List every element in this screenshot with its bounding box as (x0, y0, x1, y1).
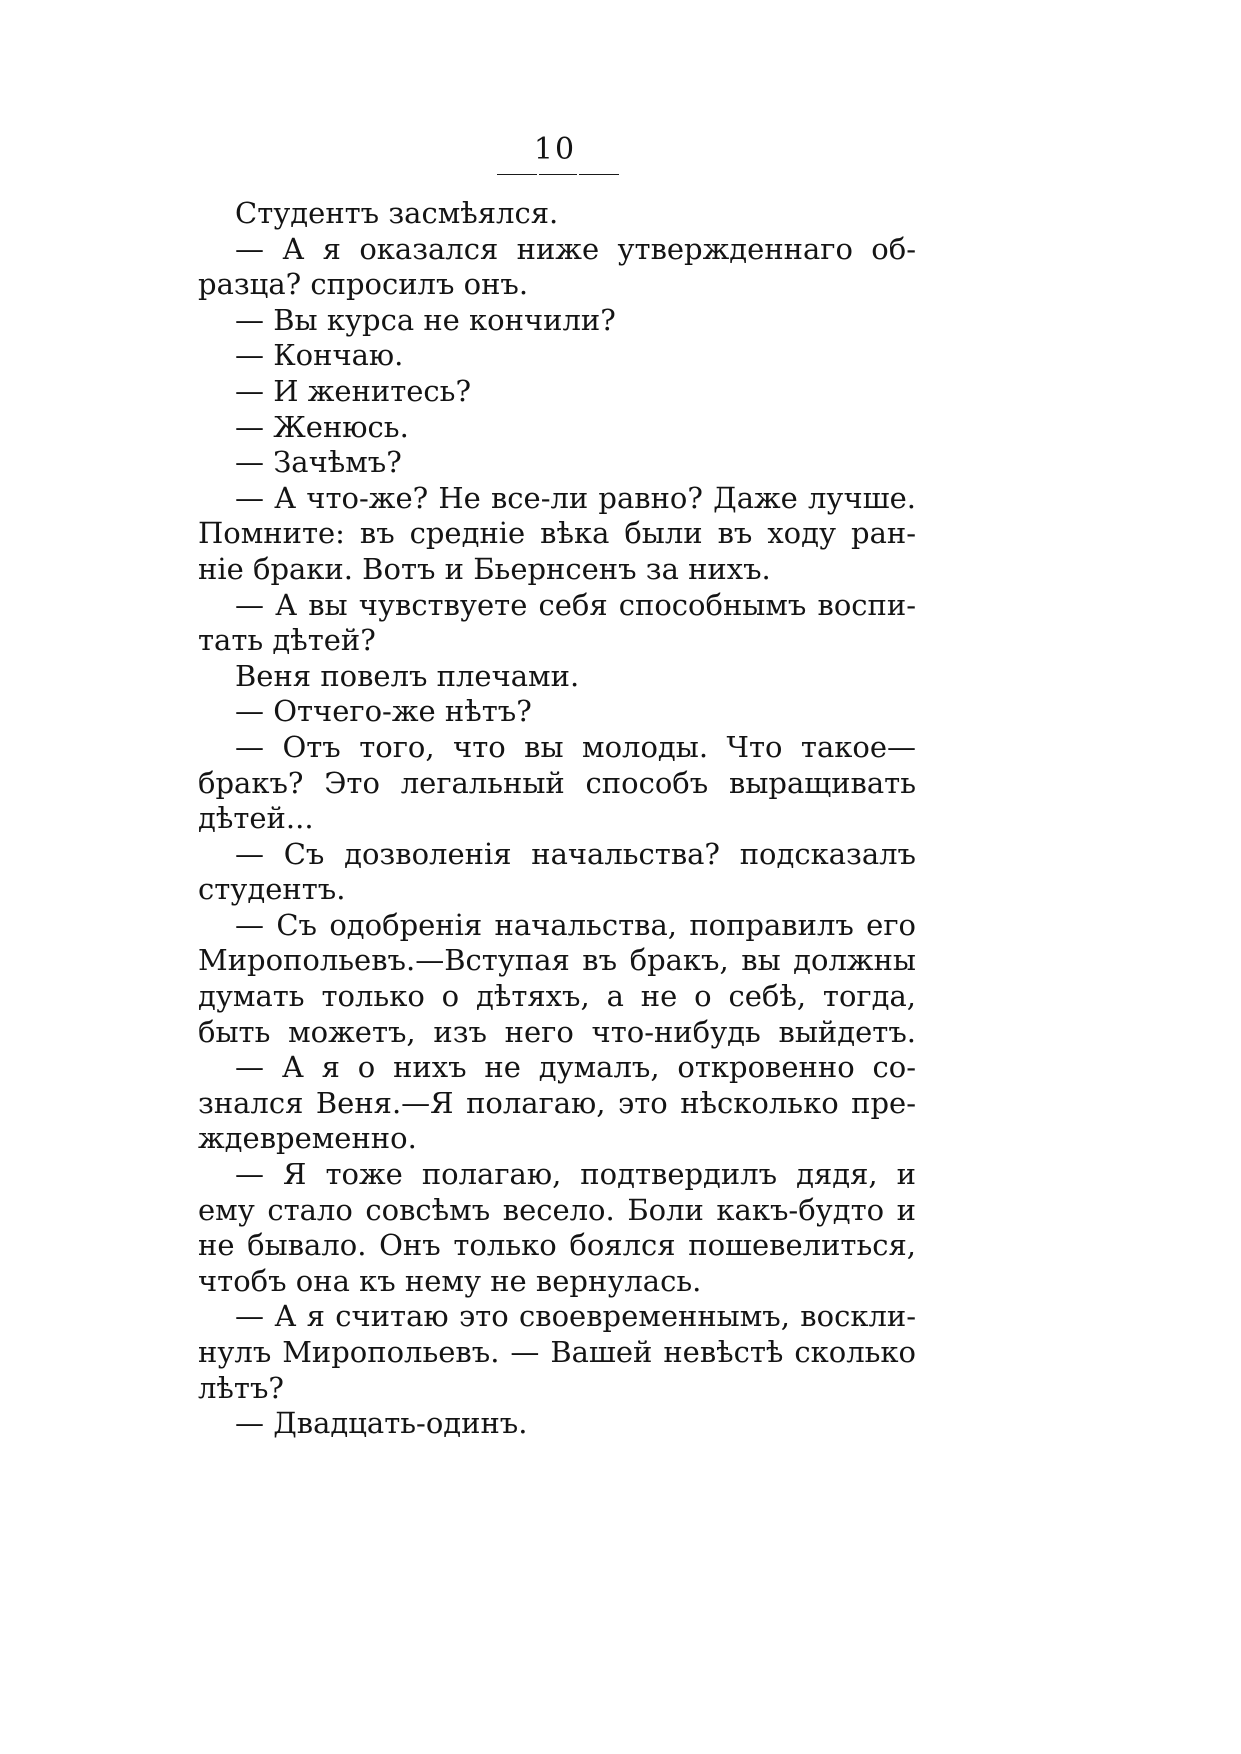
text-line: — Кончаю. (235, 338, 404, 373)
text-line: разца? спросилъ онъ. (198, 267, 529, 302)
text-line: Миропольевъ.—Вступая въ бракъ, вы должны (198, 943, 916, 978)
text-line: Студентъ засмѣялся. (235, 196, 559, 230)
body-text (198, 196, 916, 1442)
text-line: нулъ Миропольевъ. — Вашей невѣстѣ сколько (198, 1335, 916, 1369)
page-number: 10 (533, 132, 577, 167)
text-line: Веня повелъ плечами. (235, 658, 580, 693)
text-line: думать только о дѣтяхъ, а не о себѣ, тогда, (198, 979, 916, 1014)
text-line: ему стало совсѣмъ весело. Боли какъ-будто и (198, 1192, 916, 1227)
text-line: — Отъ того, что вы молоды. Что такое— (235, 729, 916, 764)
text-line: знался Веня.—Я полагаю, это нѣсколько пре- (198, 1085, 916, 1120)
text-line: — А я считаю это своевременнымъ, воскли- (235, 1299, 916, 1334)
text-line: чтобъ она къ нему не вернулась. (198, 1263, 702, 1298)
text-line: ніе браки. Вотъ и Бьернсенъ за нихъ. (198, 551, 771, 586)
text-line: лѣтъ? (198, 1370, 284, 1405)
text-line: — А что-же? Не все-ли равно? Даже лучше. (235, 480, 916, 515)
text-line: Помните: въ средніе вѣка были въ ходу ран- (198, 516, 916, 551)
text-line: — Женюсь. (235, 409, 409, 444)
text-line: — Зачѣмъ? (235, 445, 402, 480)
text-line: — А я о нихъ не думалъ, откровенно со- (235, 1050, 916, 1085)
text-line: — А я оказался ниже утвержденнаго об- (235, 231, 916, 266)
text-line: — Вы курса не кончили? (235, 302, 616, 337)
text-line: быть можетъ, изъ него что-нибудь выйдетъ. (198, 1014, 916, 1049)
text-line: дѣтей... (198, 801, 314, 836)
text-line: — Отчего-же нѣтъ? (235, 694, 532, 729)
text-line: — А вы чувствуете себя способнымъ воспи- (235, 587, 916, 622)
header-rule-breaks (497, 171, 619, 177)
text-line: — И женитесь? (235, 373, 472, 408)
text-line: — Я тоже полагаю, подтвердилъ дядя, и (235, 1157, 916, 1192)
text-line: не бывало. Онъ только боялся пошевелиться, (198, 1228, 916, 1263)
text-line: студентъ. (198, 872, 346, 907)
text-line: тать дѣтей? (198, 623, 376, 658)
text-line: — Съ одобренія начальства, поправилъ его (235, 907, 916, 942)
text-line: — Съ дозволенія начальства? подсказалъ (235, 836, 916, 871)
text-line: бракъ? Это легальный способъ выращивать (198, 765, 916, 800)
text-line: — Двадцать-одинъ. (235, 1406, 528, 1441)
text-line: ждевременно. (198, 1121, 417, 1156)
